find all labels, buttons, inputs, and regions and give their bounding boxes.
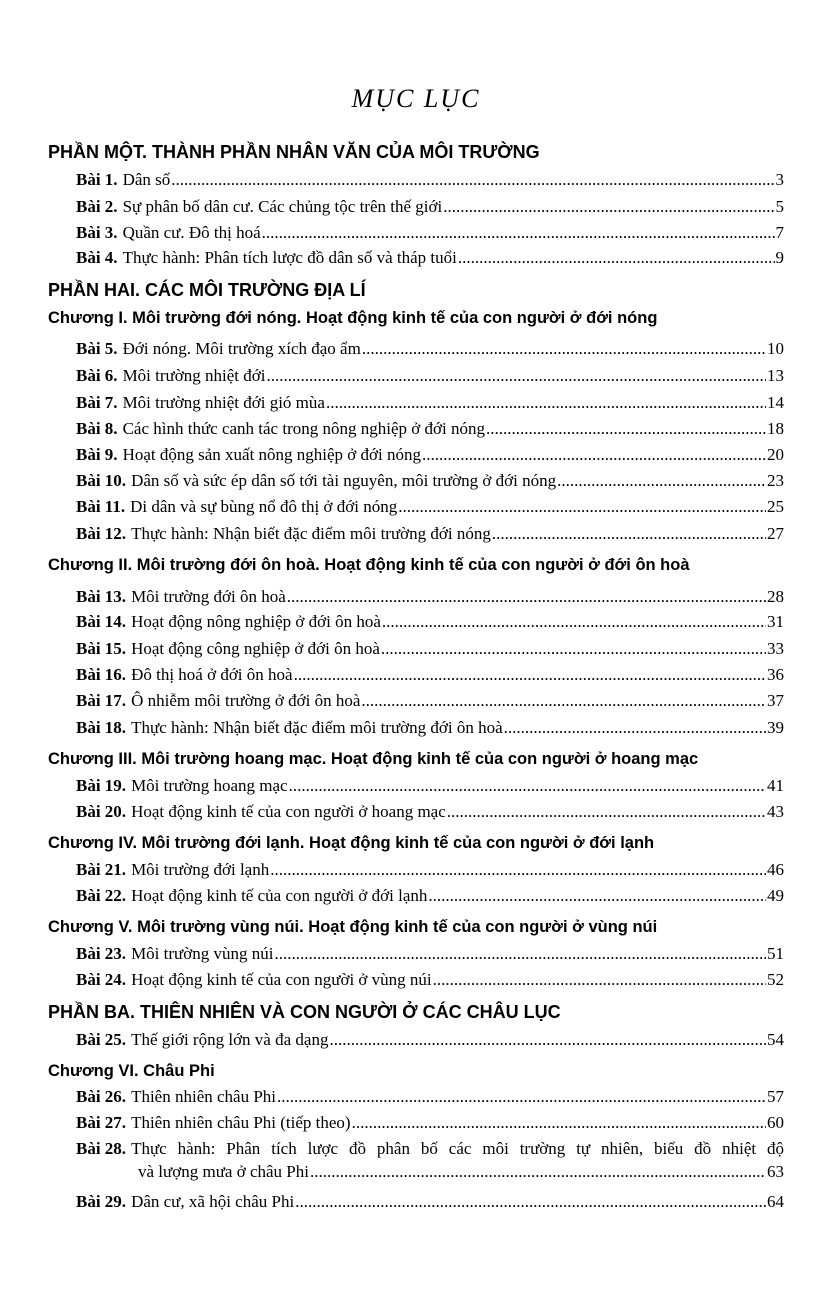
page-number: 46 — [767, 860, 784, 879]
lesson-label: Bài 1. — [76, 170, 118, 189]
toc-entry[interactable] — [76, 639, 784, 663]
dot-leader — [171, 170, 774, 190]
lesson-label: Bài 5. — [76, 339, 118, 358]
toc-entry[interactable] — [76, 944, 784, 968]
page-number: 31 — [767, 612, 784, 631]
toc-entry[interactable] — [76, 497, 784, 521]
lesson-title: Môi trường nhiệt đới gió mùa — [122, 393, 325, 412]
chapter-2-heading: Chương II. Môi trường đới ôn hoà. Hoạt động kinh tế của con người ở đới ôn hoà — [48, 556, 690, 574]
page-number: 33 — [767, 639, 784, 658]
lesson-title: Dân số và sức ép dân số tới tài nguyên, môi trường ở đới nóng — [131, 471, 557, 490]
toc-entry[interactable] — [76, 587, 784, 611]
toc-entry[interactable] — [76, 393, 784, 417]
part-one-heading: PHẦN MỘT. THÀNH PHẦN NHÂN VĂN CỦA MÔI TRƯỜNG — [48, 142, 540, 162]
lesson-label: Bài 24. — [76, 970, 127, 989]
dot-leader — [382, 612, 766, 632]
lesson-title: Ô nhiễm môi trường ở đới ôn hoà — [131, 691, 361, 710]
page-number: 60 — [767, 1113, 784, 1132]
lesson-title: Đới nóng. Môi trường xích đạo ẩm — [122, 339, 361, 358]
dot-leader — [458, 248, 775, 268]
toc-entry[interactable] — [76, 776, 784, 800]
toc-entry[interactable] — [76, 445, 784, 469]
dot-leader — [352, 1113, 766, 1133]
lesson-title: Môi trường nhiệt đới — [122, 366, 266, 385]
chapter-4-heading: Chương IV. Môi trường đới lạnh. Hoạt động kinh tế của con người ở đới lạnh — [48, 834, 655, 852]
lesson-label: Bài 19. — [76, 776, 127, 795]
lesson-title: Thiên nhiên châu Phi — [131, 1087, 277, 1106]
page-number: 54 — [767, 1030, 784, 1049]
dot-leader — [381, 639, 766, 659]
lesson-title: Môi trường vùng núi — [131, 944, 274, 963]
lesson-label: Bài 14. — [76, 612, 127, 631]
lesson-label: Bài 22. — [76, 886, 127, 905]
toc-entry[interactable] — [76, 339, 784, 363]
chapter-5-heading: Chương V. Môi trường vùng núi. Hoạt động kinh tế của con người ở vùng núi — [48, 918, 658, 936]
lesson-label: Bài 3. — [76, 223, 118, 242]
lesson-label: Bài 21. — [76, 860, 127, 879]
toc-entry[interactable] — [76, 718, 784, 742]
page-number: 3 — [775, 170, 784, 189]
lesson-title: Thực hành: Phân tích lược đồ dân số và tháp tuổi — [122, 248, 457, 267]
dot-leader — [294, 665, 766, 685]
lesson-label: Bài 10. — [76, 471, 127, 490]
lesson-label: Bài 12. — [76, 524, 127, 543]
lesson-label: Bài 16. — [76, 665, 127, 684]
page-number: 18 — [767, 419, 784, 438]
lesson-title: Môi trường hoang mạc — [131, 776, 288, 795]
lesson-title: Các hình thức canh tác trong nông nghiệp ở đới nóng — [122, 419, 485, 438]
dot-leader — [329, 1030, 766, 1050]
dot-leader — [361, 691, 766, 711]
page-number: 28 — [767, 587, 784, 606]
lesson-label: Bài 29. — [76, 1192, 127, 1211]
lesson-title: Môi trường đới ôn hoà — [131, 587, 286, 606]
dot-leader — [289, 776, 766, 796]
toc-entry[interactable] — [76, 248, 784, 272]
page-number: 37 — [767, 691, 784, 710]
chapter-1-heading: Chương I. Môi trường đới nóng. Hoạt động kinh tế của con người ở đới nóng — [48, 309, 658, 327]
page-number: 7 — [775, 223, 784, 242]
lesson-title: Hoạt động kinh tế của con người ở hoang mạc — [131, 802, 446, 821]
chapter-6-heading: Chương VI. Châu Phi — [48, 1062, 215, 1080]
page-number: 23 — [767, 471, 784, 490]
page-number: 27 — [767, 524, 784, 543]
lesson-label: Bài 23. — [76, 944, 127, 963]
dot-leader — [433, 970, 766, 990]
dot-leader — [266, 366, 766, 386]
page-number: 5 — [775, 197, 784, 216]
page-title: MỤC LỤC — [351, 84, 481, 113]
dot-leader — [428, 886, 766, 906]
toc-entry[interactable] — [76, 970, 784, 994]
lesson-label: Bài 26. — [76, 1087, 127, 1106]
page-number: 25 — [767, 497, 784, 516]
part-two-heading: PHẦN HAI. CÁC MÔI TRƯỜNG ĐỊA LÍ — [48, 280, 366, 300]
lesson-title-line1: Thực hành: Phân tích lược đồ phân bố các môi trường tự nhiên, biểu đồ nhiệt độ — [131, 1139, 784, 1158]
dot-leader — [504, 718, 766, 738]
lesson-title: Sự phân bố dân cư. Các chủng tộc trên thế giới — [122, 197, 443, 216]
lesson-label: Bài 7. — [76, 393, 118, 412]
lesson-title: Đô thị hoá ở đới ôn hoà — [131, 665, 293, 684]
lesson-label: Bài 17. — [76, 691, 127, 710]
toc-entry[interactable] — [76, 223, 784, 247]
dot-leader — [310, 1162, 766, 1182]
dot-leader — [274, 944, 766, 964]
toc-entry[interactable] — [76, 197, 784, 221]
lesson-title: Thế giới rộng lớn và đa dạng — [131, 1030, 329, 1049]
page-number: 49 — [767, 886, 784, 905]
dot-leader — [398, 497, 766, 517]
toc-entry[interactable] — [76, 612, 784, 636]
page-number: 63 — [767, 1162, 784, 1181]
lesson-label: Bài 15. — [76, 639, 127, 658]
dot-leader — [492, 524, 766, 544]
dot-leader — [277, 1087, 766, 1107]
toc-entry[interactable] — [76, 665, 784, 689]
page-number: 57 — [767, 1087, 784, 1106]
part-three-heading: PHẦN BA. THIÊN NHIÊN VÀ CON NGƯỜI Ở CÁC CHÂU LỤC — [48, 1002, 561, 1022]
lesson-title: Dân số — [122, 170, 171, 189]
dot-leader — [287, 587, 766, 607]
toc-entry-multiline[interactable] — [76, 1139, 784, 1182]
lesson-title: Hoạt động nông nghiệp ở đới ôn hoà — [131, 612, 381, 631]
lesson-label: Bài 25. — [76, 1030, 127, 1049]
dot-leader — [262, 223, 775, 243]
toc-entry[interactable] — [76, 170, 784, 194]
dot-leader — [362, 339, 766, 359]
toc-entry[interactable] — [76, 691, 784, 715]
lesson-title: Hoạt động công nghiệp ở đới ôn hoà — [131, 639, 380, 658]
toc-entry[interactable] — [76, 1113, 784, 1137]
toc-entry[interactable] — [76, 802, 784, 826]
lesson-title-line2: và lượng mưa ở châu Phi — [138, 1162, 309, 1181]
toc-entry[interactable] — [76, 860, 784, 884]
toc-entry[interactable] — [76, 471, 784, 495]
page-number: 41 — [767, 776, 784, 795]
lesson-label: Bài 20. — [76, 802, 127, 821]
toc-entry[interactable] — [76, 419, 784, 443]
page-number: 14 — [767, 393, 784, 412]
lesson-label: Bài 9. — [76, 445, 118, 464]
lesson-label: Bài 13. — [76, 587, 127, 606]
dot-leader — [270, 860, 766, 880]
lesson-label: Bài 28. — [76, 1139, 127, 1158]
dot-leader — [557, 471, 766, 491]
toc-entry[interactable] — [76, 886, 784, 910]
toc-entry[interactable] — [76, 524, 784, 548]
toc-entry[interactable] — [76, 1087, 784, 1111]
page-number: 64 — [767, 1192, 784, 1211]
dot-leader — [295, 1192, 766, 1212]
page-number: 39 — [767, 718, 784, 737]
lesson-label: Bài 4. — [76, 248, 118, 267]
toc-entry[interactable] — [76, 1030, 784, 1054]
lesson-label: Bài 18. — [76, 718, 127, 737]
dot-leader — [486, 419, 766, 439]
lesson-title: Quần cư. Đô thị hoá — [122, 223, 261, 242]
lesson-label: Bài 6. — [76, 366, 118, 385]
page-number: 10 — [767, 339, 784, 358]
lesson-title: Di dân và sự bùng nổ đô thị ở đới nóng — [130, 497, 398, 516]
lesson-title: Hoạt động sản xuất nông nghiệp ở đới nóng — [122, 445, 422, 464]
dot-leader — [443, 197, 774, 217]
lesson-title: Thực hành: Nhận biết đặc điểm môi trường đới nóng — [131, 524, 491, 543]
page-number: 51 — [767, 944, 784, 963]
page-number: 9 — [775, 248, 784, 267]
page-number: 13 — [767, 366, 784, 385]
page-number: 43 — [767, 802, 784, 821]
lesson-label: Bài 8. — [76, 419, 118, 438]
toc-entry[interactable] — [76, 1192, 784, 1216]
page-number: 20 — [767, 445, 784, 464]
dot-leader — [447, 802, 766, 822]
lesson-label: Bài 11. — [76, 497, 126, 516]
lesson-title: Thực hành: Nhận biết đặc điểm môi trường đới ôn hoà — [131, 718, 503, 737]
lesson-title: Hoạt động kinh tế của con người ở đới lạnh — [131, 886, 428, 905]
chapter-3-heading: Chương III. Môi trường hoang mạc. Hoạt động kinh tế của con người ở hoang mạc — [48, 750, 699, 768]
lesson-title: Thiên nhiên châu Phi (tiếp theo) — [131, 1113, 351, 1132]
lesson-label: Bài 2. — [76, 197, 118, 216]
toc-entry[interactable] — [76, 366, 784, 390]
lesson-title: Dân cư, xã hội châu Phi — [131, 1192, 295, 1211]
page-number: 36 — [767, 665, 784, 684]
dot-leader — [422, 445, 766, 465]
lesson-title: Môi trường đới lạnh — [131, 860, 270, 879]
dot-leader — [326, 393, 766, 413]
lesson-title: Hoạt động kinh tế của con người ở vùng núi — [131, 970, 432, 989]
page-number: 52 — [767, 970, 784, 989]
lesson-label: Bài 27. — [76, 1113, 127, 1132]
